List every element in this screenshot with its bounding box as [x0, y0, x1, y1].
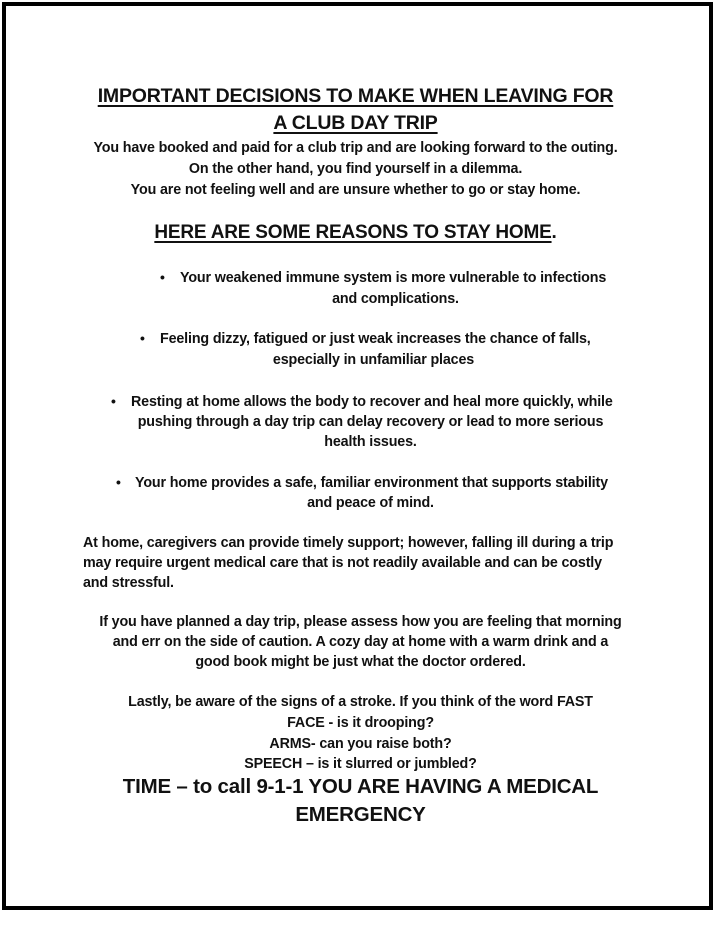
stroke-face-line: FACE - is it drooping?: [287, 715, 434, 731]
intro-line: You have booked and paid for a club trip and are looking forward to the outing.: [93, 140, 618, 156]
intro-line: On the other hand, you find yourself in a dilemma.: [188, 161, 523, 177]
stroke-intro-line: Lastly, be aware of the signs of a stroke. If you think of the word FAST: [128, 694, 593, 710]
bullet-item-4-line-2: and peace of mind.: [307, 495, 434, 511]
bullet-item-2-line-1: Feeling dizzy, fatigued or just weak increases the chance of falls,: [160, 331, 591, 347]
bullet-item-3-line-3: health issues.: [324, 434, 417, 450]
bullet-item-1-line-2: and complications.: [332, 291, 459, 307]
reasons-heading-text: HERE ARE SOME REASONS TO STAY HOME: [154, 222, 552, 243]
bullet-icon: •: [140, 330, 145, 346]
caregiver-paragraph-line: may require urgent medical care that is not readily available and can be costly: [83, 555, 602, 571]
bullet-icon: •: [116, 474, 121, 490]
bullet-item-4-line-1: Your home provides a safe, familiar environment that supports stability: [135, 475, 608, 491]
bullet-item-2-line-2: especially in unfamiliar places: [272, 352, 475, 368]
stroke-arms-line: ARMS- can you raise both?: [269, 736, 452, 752]
bullet-item-3-line-1: Resting at home allows the body to recover and heal more quickly, while: [131, 394, 613, 410]
document-title-line-1: [0, 85, 711, 108]
reasons-heading-period: .: [551, 222, 557, 243]
emergency-line-1: TIME – to call 9-1-1 YOU ARE HAVING A MEDICAL: [122, 775, 599, 798]
intro-line: You are not feeling well and are unsure whether to go or stay home.: [130, 182, 581, 198]
bullet-item-3-line-2: pushing through a day trip can delay recovery or lead to more serious: [137, 414, 604, 430]
stroke-speech-line: SPEECH – is it slurred or jumbled?: [244, 756, 477, 772]
emergency-line-2: EMERGENCY: [295, 803, 426, 826]
document-border: [2, 2, 713, 910]
assess-paragraph-line: If you have planned a day trip, please assess how you are feeling that morning: [99, 614, 622, 630]
document-title-line-2: [0, 112, 711, 135]
assess-paragraph-line: good book might be just what the doctor ordered.: [195, 654, 526, 670]
bullet-icon: •: [111, 393, 116, 409]
caregiver-paragraph-line: At home, caregivers can provide timely support; however, falling ill during a trip: [83, 535, 614, 551]
title-text: IMPORTANT DECISIONS TO MAKE WHEN LEAVING FOR: [97, 85, 614, 107]
title-text: A CLUB DAY TRIP: [273, 112, 438, 134]
bullet-item-1-line-1: Your weakened immune system is more vulnerable to infections: [180, 270, 607, 286]
bullet-icon: •: [160, 269, 165, 285]
assess-paragraph-line: and err on the side of caution. A cozy day at home with a warm drink and a: [112, 634, 609, 650]
reasons-heading: [0, 222, 711, 244]
caregiver-paragraph-line: and stressful.: [83, 575, 174, 591]
